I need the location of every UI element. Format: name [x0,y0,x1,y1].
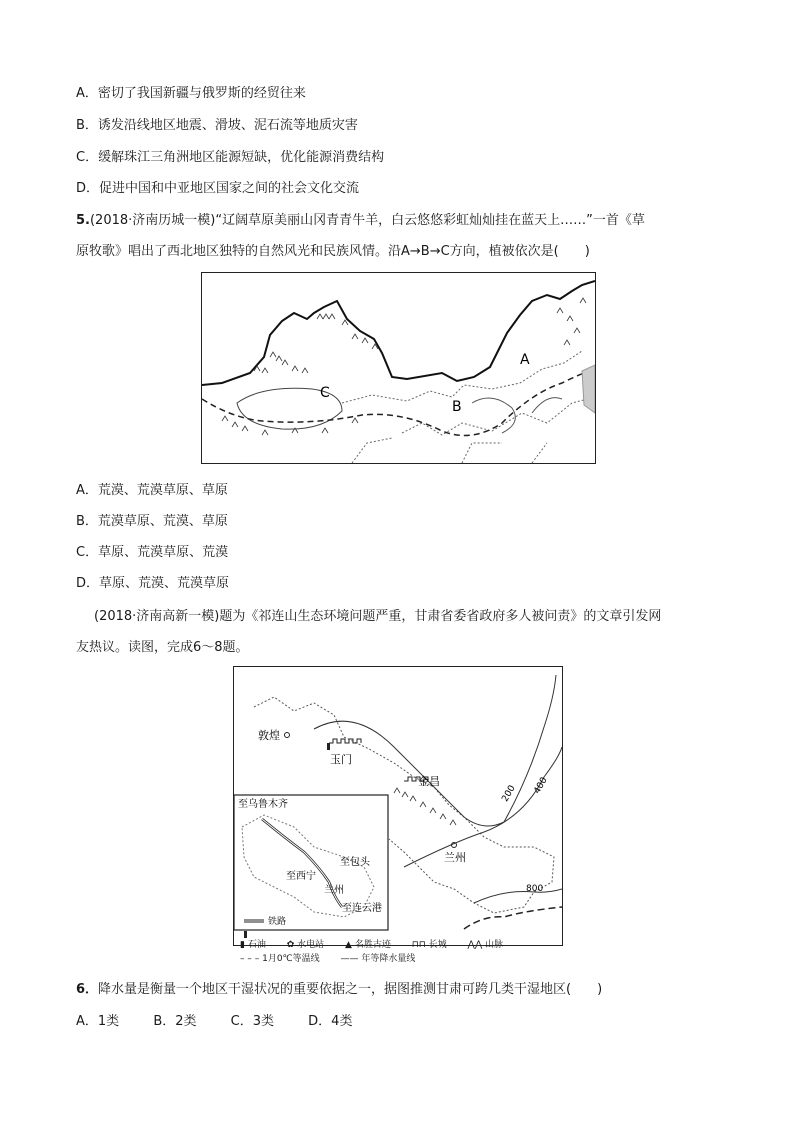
legend-isohyet-icon: —— [340,954,359,964]
gansu-map [233,666,563,946]
legend-heritage-icon: ▲ [345,940,352,950]
inset-railway-legend: 铁路 [268,917,287,927]
legend-mountain: 山脉 [485,940,504,950]
isohyet-400-label: 400 [532,775,550,796]
q5-stem-line2: 原牧歌》唱出了西北地区独特的自然风光和民族风情。沿A→B→C方向，植被依次是( ) [76,244,590,259]
dashed-isoline [202,369,595,436]
q6-stem [76,978,602,997]
inset-baotou: 至包头 [340,857,370,868]
legend-hydro: 水电站 [297,940,325,950]
isohyet-200-label: 200 [500,783,518,804]
q6-number: 6． [76,982,99,997]
dunhuang-marker [285,733,290,738]
city-jinchang: 金昌 [418,775,440,788]
q5-stem-line1 [76,209,645,228]
inset-xining: 至西宁 [286,871,316,882]
legend-oil: 石油 [247,940,266,950]
map2-svg [234,667,562,945]
q6-options [76,1010,352,1029]
map2-legend-row2 [240,951,415,964]
mountain-symbols [222,298,586,435]
qilian-mountains [394,788,456,825]
q4-option-c: C．缓解珠江三角洲地区能源短缺，优化能源消费结构 [76,150,385,165]
map1-label-a: A [520,352,530,368]
inset-lanzhou: 兰州 [324,885,344,896]
legend-wall-icon: ⊓⊓ [411,940,426,950]
city-lanzhou: 兰州 [444,851,466,864]
q4-option-b: B．诱发沿线地区地震、滑坡、泥石流等地质灾害 [76,118,358,133]
legend-isohyet: 年等降水量线 [361,954,416,964]
q6-text: 降水量是衡量一个地区干湿状况的重要依据之一，据图推测甘肃可跨几类干湿地区( ) [98,982,603,997]
intro-line2: 友热议。读图，完成6～8题。 [76,640,249,655]
inset-urumqi: 至乌鲁木齐 [238,799,288,810]
q4-option-d: D．促进中国和中亚地区国家之间的社会文化交流 [76,181,360,196]
q5-option-a: A．荒漠、荒漠草原、草原 [76,483,228,498]
inset-lianyungang: 至连云港 [342,903,382,914]
isohyet-800-label: 800 [526,884,544,894]
q4-option-a: A．密切了我国新疆与俄罗斯的经贸往来 [76,86,306,101]
map2-legend-row1 [240,937,503,950]
q5-option-d: D．草原、荒漠、荒漠草原 [76,576,230,591]
intro-line1: (2018·济南高新一模)题为《祁连山生态环境问题严重，甘肃省委省政府多人被问责》的文章引发网 [94,609,662,624]
q6-option-b: B．2类 [153,1014,197,1029]
isohyet-400 [404,747,562,867]
q6-option-c: C．3类 [230,1014,275,1029]
province-borders [342,351,595,463]
gray-region [582,365,595,413]
map1-label-b: B [452,399,462,415]
legend-oil-icon: ▮ [240,940,245,950]
q5-option-c: C．草原、荒漠草原、荒漠 [76,545,229,560]
legend-hydro-icon: ✿ [286,940,295,950]
q6-option-d: D．4类 [308,1014,353,1029]
map1-svg [202,273,595,463]
q5-option-b: B．荒漠草原、荒漠、草原 [76,514,228,529]
q5-text-1: (2018·济南历城一模)“辽阔草原美丽山冈青青牛羊，白云悠悠彩虹灿灿挂在蓝天上……”一首《草 [89,213,645,228]
q6-option-a: A．1类 [76,1014,120,1029]
legend-mountain-icon: ⋀⋀ [467,940,483,950]
railway-inset [234,795,388,930]
legend-isotherm-icon: – – – [240,954,260,964]
legend-heritage: 名胜古迹 [354,940,391,950]
city-dunhuang: 敦煌 [258,729,280,742]
national-border [202,281,595,385]
legend-isotherm: 1月0℃等温线 [262,954,320,964]
legend-wall: 长城 [428,940,447,950]
yumen-oil-marker [327,743,330,750]
q5-number: 5. [76,213,90,228]
isohyet-800 [474,889,562,903]
isotherm-0c [464,907,562,929]
northwest-vegetation-map [201,272,596,464]
city-yumen: 玉门 [330,753,352,766]
map1-label-c: C [320,385,330,401]
rivers [472,398,562,433]
